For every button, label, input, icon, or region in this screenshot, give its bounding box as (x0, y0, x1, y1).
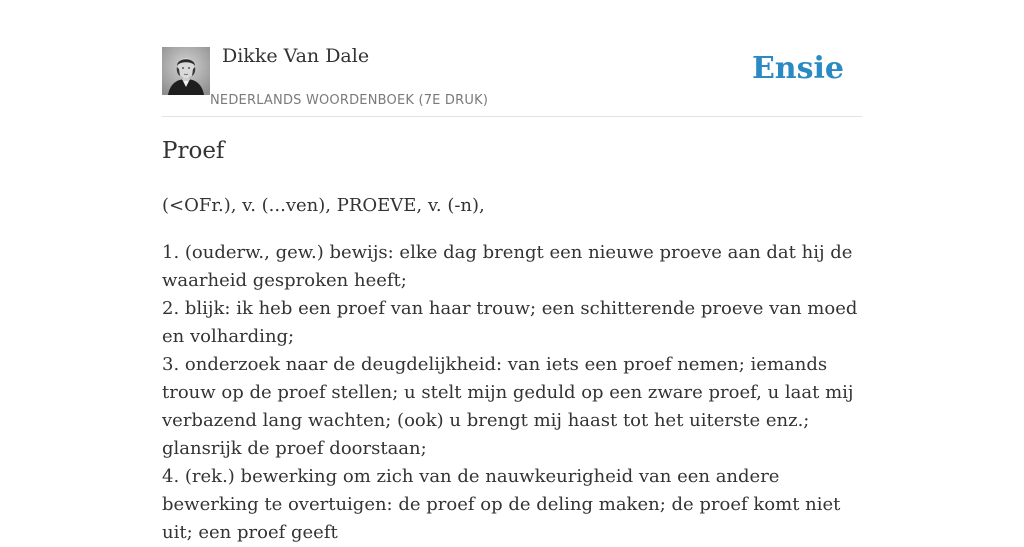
entry-intro: (<OFr.), v. (...ven), PROEVE, v. (-n), (162, 195, 485, 216)
definition-item: 3. onderzoek naar de deugdelijkheid: van iets een proef nemen; iemands trouw op de proef stellen; u stelt mijn geduld op een zware proef, u laat mij verbazend lang wachten; (ook) u brengt mij haast tot het uiterste enz.; glansrijk de proef doorstaan; (162, 354, 854, 459)
definition-item: 2. blijk: ik heb een proef van haar trouw; een schitterende proeve van moed en volharding; (162, 298, 858, 347)
content-container (162, 0, 862, 543)
definition-item: 1. (ouderw., gew.) bewijs: elke dag brengt een nieuwe proeve aan dat hij de waarheid gesproken heeft; (162, 242, 853, 291)
page-title: Proef (162, 138, 225, 164)
portrait-photo-icon (162, 47, 210, 95)
header (162, 0, 862, 117)
source-label: NEDERLANDS WOORDENBOEK (7E DRUK) (210, 93, 489, 108)
author-name[interactable]: Dikke Van Dale (222, 45, 370, 67)
definition-list (162, 239, 862, 547)
avatar[interactable] (162, 47, 210, 95)
definition-item: 4. (rek.) bewerking om zich van de nauwkeurigheid van een andere bewerking te overtuigen: de proef op de deling maken; de proef komt niet uit; een proef geeft (162, 466, 841, 543)
brand-logo[interactable]: Ensie (751, 51, 844, 86)
